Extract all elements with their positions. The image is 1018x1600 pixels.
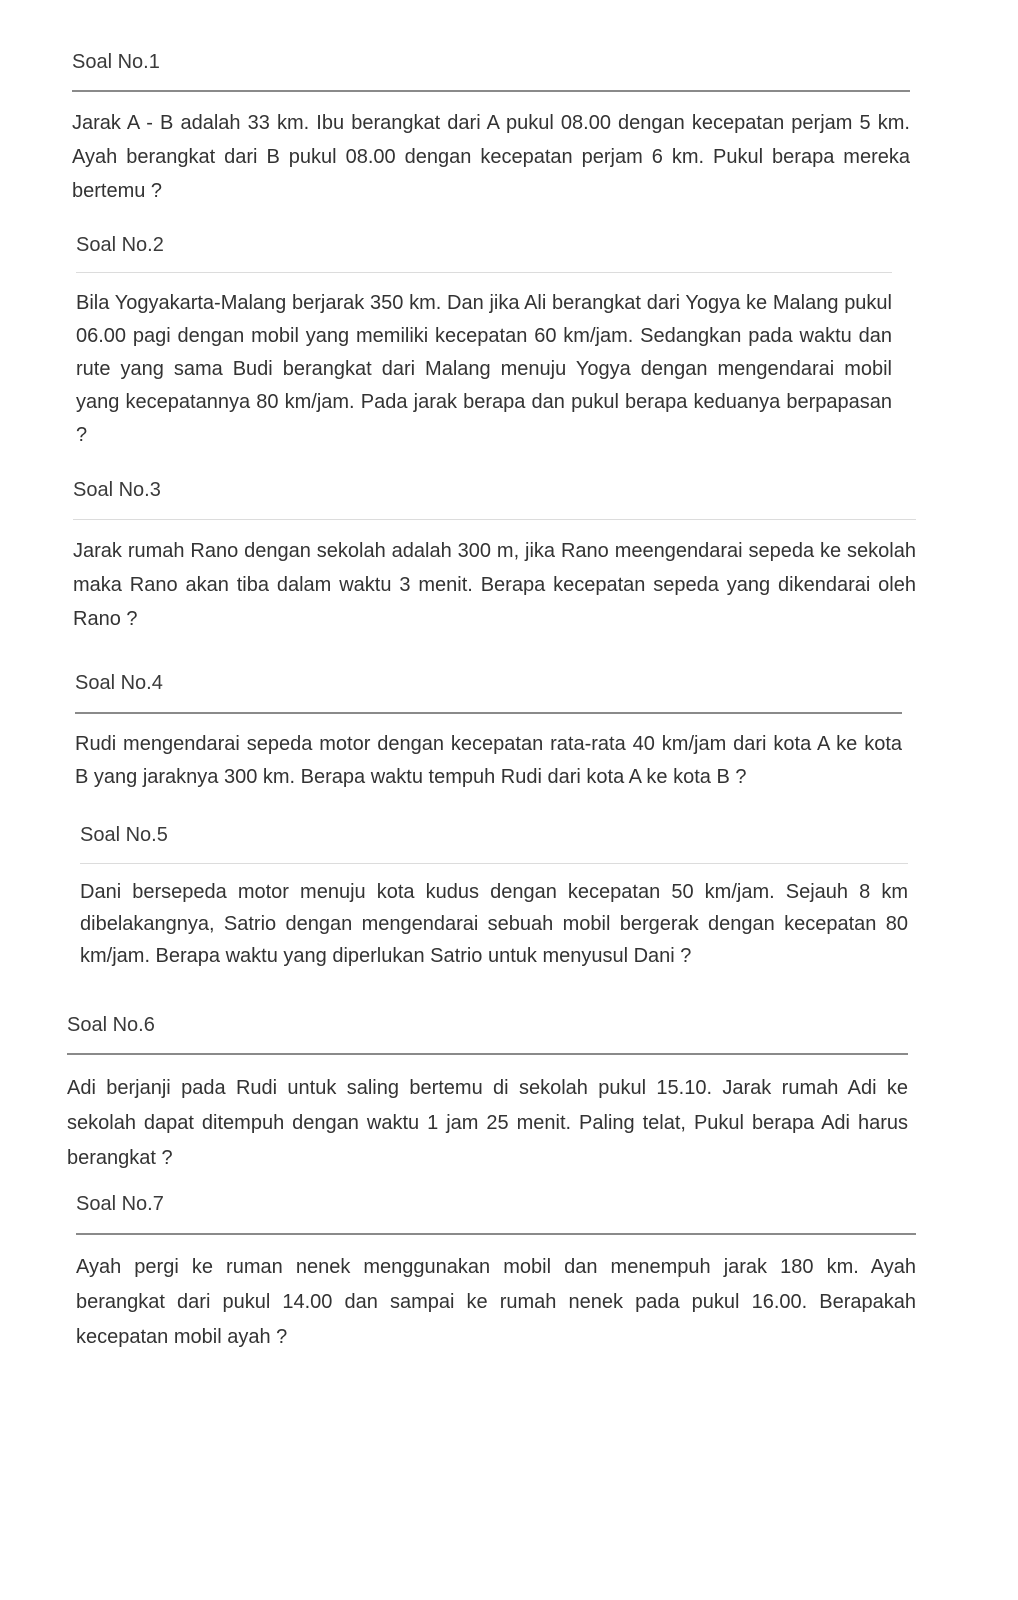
- question-text: Jarak A - B adalah 33 km. Ibu berangkat dari A pukul 08.00 dengan kecepatan perjam 5 km. Ayah berangkat dari B pukul 08.00 dengan kecepatan perjam 6 km. Pukul berapa mereka bertemu ?: [72, 112, 910, 202]
- divider: [76, 272, 892, 273]
- question-text: Bila Yogyakarta-Malang berjarak 350 km. Dan jika Ali berangkat dari Yogya ke Malang pukul 06.00 pagi dengan mobil yang memiliki kecepatan 60 km/jam. Sedangkan pada waktu dan rute yang sama Budi berangkat dari Malang menuju Yogya dengan mengendarai mobil yang kecepatannya 80 km/jam. Pada jarak berapa dan pukul berapa keduanya berpapasan ?: [76, 292, 892, 446]
- question-text: Adi berjanji pada Rudi untuk saling bertemu di sekolah pukul 15.10. Jarak rumah Adi ke sekolah dapat ditempuh dengan waktu 1 jam 25 menit. Paling telat, Pukul berapa Adi harus berangkat ?: [67, 1077, 908, 1169]
- divider: [76, 1233, 916, 1235]
- divider: [72, 90, 910, 92]
- question-text: Dani bersepeda motor menuju kota kudus dengan kecepatan 50 km/jam. Sejauh 8 km dibelakangnya, Satrio dengan mengendarai sebuah mobil bergerak dengan kecepatan 80 km/jam. Berapa waktu yang diperlukan Satrio untuk menyusul Dani ?: [80, 881, 908, 967]
- question-title: Soal No.6: [67, 1014, 155, 1036]
- divider: [67, 1053, 908, 1055]
- question-block-7: [76, 1192, 916, 1355]
- question-text: Rudi mengendarai sepeda motor dengan kecepatan rata-rata 40 km/jam dari kota A ke kota B yang jaraknya 300 km. Berapa waktu tempuh Rudi dari kota A ke kota B ?: [75, 733, 902, 788]
- question-text: Ayah pergi ke ruman nenek menggunakan mobil dan menempuh jarak 180 km. Ayah berangkat dari pukul 14.00 dan sampai ke rumah nenek pada pukul 16.00. Berapakah kecepatan mobil ayah ?: [76, 1256, 916, 1348]
- divider: [80, 863, 908, 864]
- question-title: Soal No.1: [72, 51, 160, 73]
- question-title: Soal No.7: [76, 1193, 164, 1215]
- divider: [73, 519, 916, 520]
- question-text: Jarak rumah Rano dengan sekolah adalah 300 m, jika Rano meengendarai sepeda ke sekolah maka Rano akan tiba dalam waktu 3 menit. Berapa kecepatan sepeda yang dikendarai oleh Rano ?: [73, 540, 916, 630]
- divider: [75, 712, 902, 714]
- question-title: Soal No.5: [80, 824, 168, 846]
- question-title: Soal No.3: [73, 479, 161, 501]
- question-title: Soal No.4: [75, 672, 163, 694]
- question-title: Soal No.2: [76, 234, 164, 256]
- question-block-5: [80, 823, 908, 972]
- question-block-2: [76, 233, 892, 452]
- question-block-1: [72, 50, 910, 208]
- question-block-6: [67, 1013, 908, 1176]
- question-block-3: [73, 478, 916, 636]
- question-block-4: [75, 671, 902, 794]
